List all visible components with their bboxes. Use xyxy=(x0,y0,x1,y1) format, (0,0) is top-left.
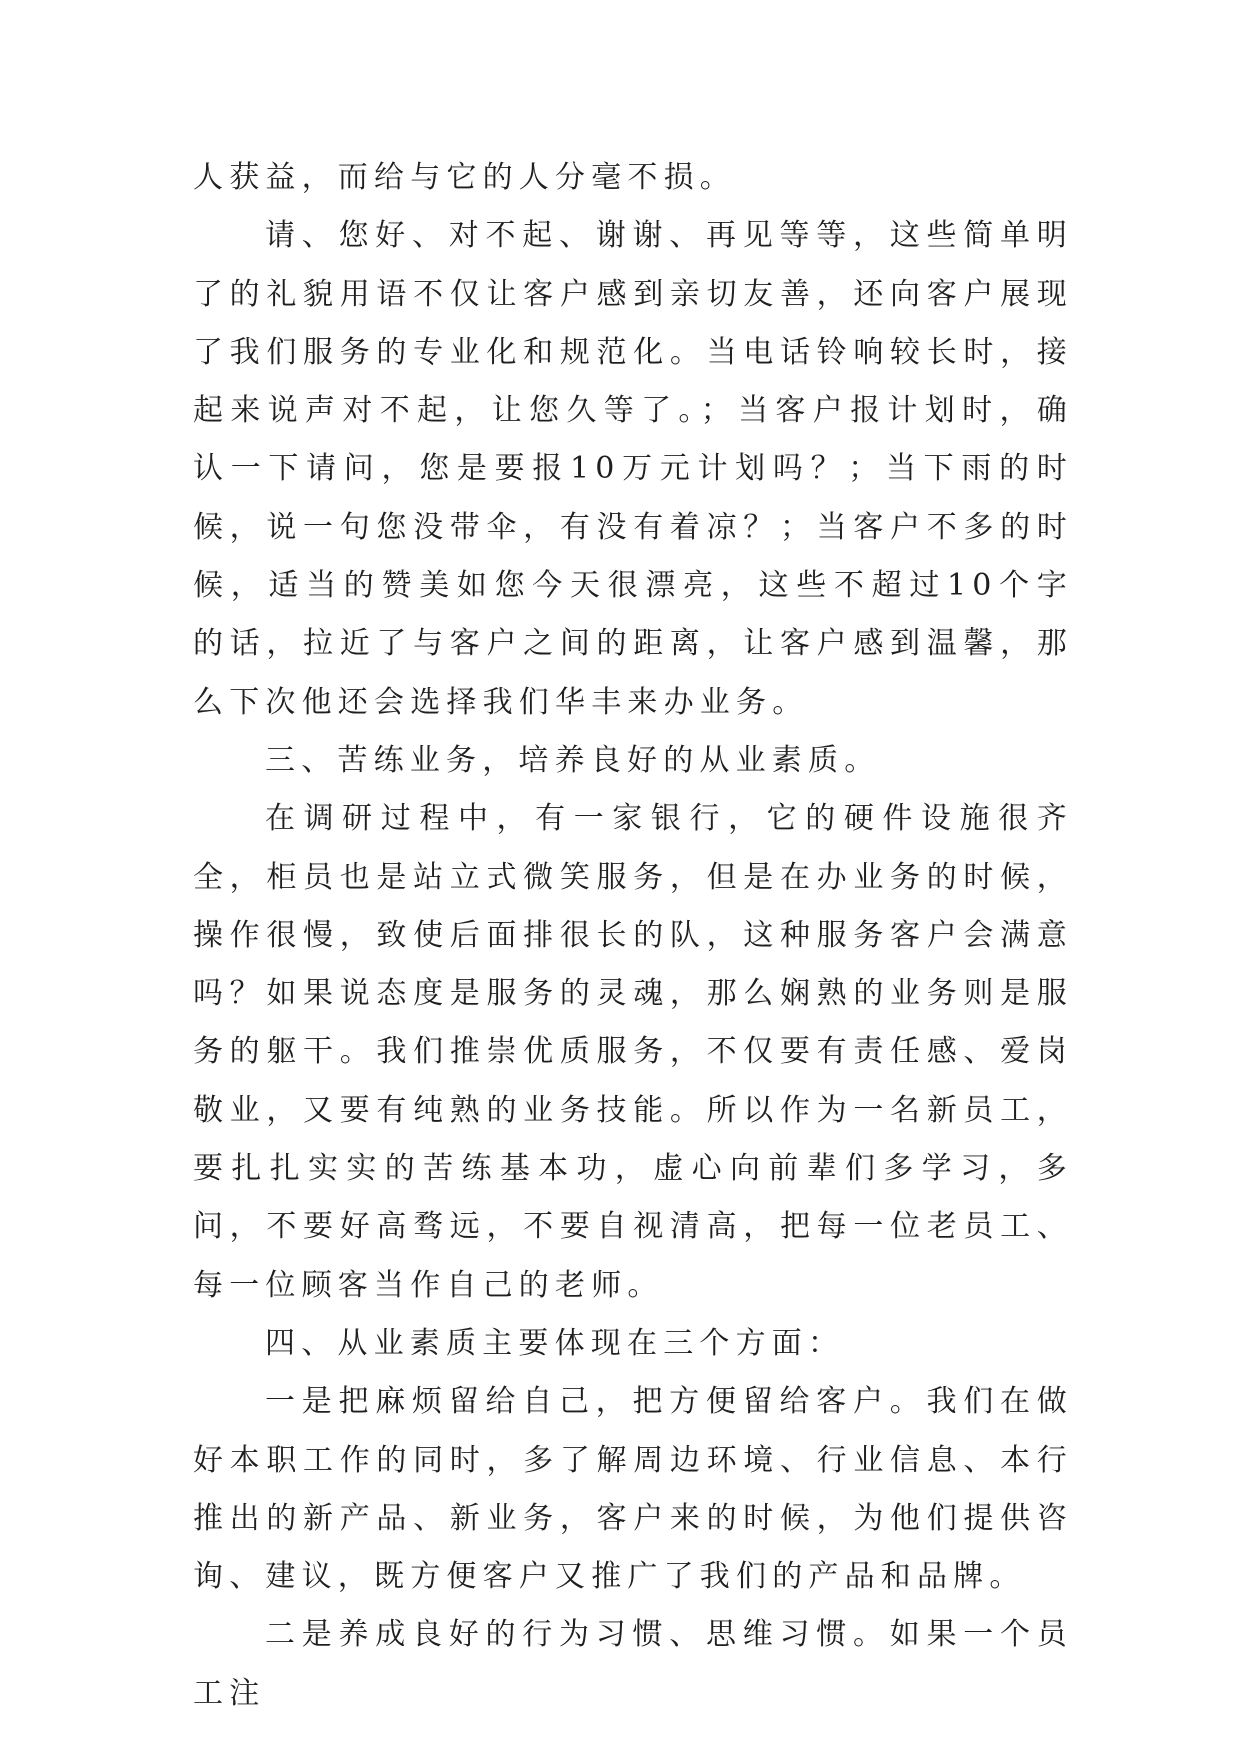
section-heading-four: 四、从业素质主要体现在三个方面： xyxy=(265,1325,845,1361)
paragraph-continued: 人获益，而给与它的人分毫不损。 xyxy=(193,160,736,195)
paragraph-point-two: 二是养成良好的行为习惯、思维习惯。如果一个员工注 xyxy=(193,1617,1073,1711)
paragraph-bank-research: 在调研过程中，有一家银行，它的硬件设施很齐全，柜员也是站立式微笑服务，但是在办业务的时候，操作很慢，致使后面排很长的队，这种服务客户会满意吗？如果说态度是服务的灵魂，那么娴熟的业务则是服务的躯干。我们推崇优质服务，不仅要有责任感、爱岗敬业，又要有纯熟的业务技能。所以作为一名新员工，要扎扎实实的苦练基本功，虚心向前辈们多学习，多问，不要好高骛远，不要自视清高，把每一位老员工、每一位顾客当作自己的老师。 xyxy=(193,801,1073,1303)
paragraph-courtesy-phrases: 请、您好、对不起、谢谢、再见等等，这些简单明了的礼貌用语不仅让客户感到亲切友善，还向客户展现了我们服务的专业化和规范化。当电话铃响较长时，接起来说声对不起，让您久等了。；当客户报计划时，确认一下请问，您是要报10万元计划吗？；当下雨的时候，说一句您没带伞，有没有着凉？；当客户不多的时候，适当的赞美如您今天很漂亮，这些不超过10个字的话，拉近了与客户之间的距离，让客户感到温馨，那么下次他还会选择我们华丰来办业务。 xyxy=(193,218,1073,720)
paragraph-point-one: 一是把麻烦留给自己，把方便留给客户。我们在做好本职工作的同时，多了解周边环境、行业信息、本行推出的新产品、新业务，客户来的时候，为他们提供咨询、建议，既方便客户又推广了我们的产品和品牌。 xyxy=(193,1384,1073,1595)
section-heading-three: 三、苦练业务，培养良好的从业素质。 xyxy=(265,742,881,778)
document-body xyxy=(193,149,1073,1723)
